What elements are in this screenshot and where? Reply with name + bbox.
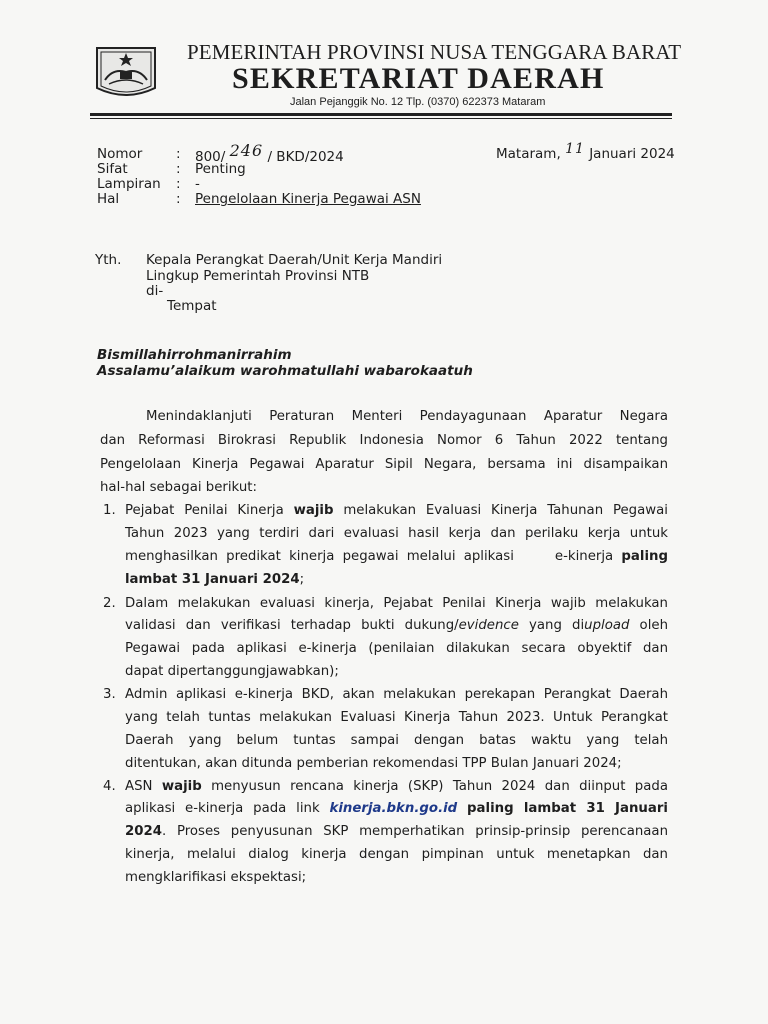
item-1-line-4: lambat 31 Januari 2024; xyxy=(125,572,305,587)
intro-line-2: dan Reformasi Birokrasi Republik Indonesia Nomor 6 Tahun 2022 tentang xyxy=(100,433,668,448)
item-2-line-4: dapat dipertanggungjawabkan); xyxy=(125,664,339,679)
recipient-line-1: Kepala Perangkat Daerah/Unit Kerja Mandiri xyxy=(146,252,443,268)
yth-label: Yth. xyxy=(95,252,122,268)
place-date xyxy=(496,141,675,162)
lampiran-label: Lampiran xyxy=(97,176,161,192)
item-1-number: 1. xyxy=(103,503,116,518)
item-2-number: 2. xyxy=(103,596,116,611)
place-date-prefix: Mataram, xyxy=(496,146,561,162)
item-3-number: 3. xyxy=(103,687,116,702)
intro-line-3: Pengelolaan Kinerja Pegawai Aparatur Sipil Negara, bersama ini disampaikan xyxy=(100,457,668,472)
office-address: Jalan Pejanggik No. 12 Tlp. (0370) 622373 Mataram xyxy=(290,96,546,108)
nomor-suffix: / BKD/2024 xyxy=(267,149,344,165)
hal-label: Hal xyxy=(97,191,120,207)
item-4-line-4: kinerja, melalui dialog kinerja dengan pimpinan untuk menetapkan dan xyxy=(125,847,668,862)
nomor-label: Nomor xyxy=(97,146,143,162)
colon: : xyxy=(176,161,181,177)
recipient-line-2: Lingkup Pemerintah Provinsi NTB xyxy=(146,268,370,284)
item-1-line-2: Tahun 2023 yang terdiri dari evaluasi hasil kerja dan perilaku kerja untuk xyxy=(125,526,668,541)
date-handwritten: 11 xyxy=(565,141,585,157)
item-2-line-3: Pegawai pada aplikasi e-kinerja (penilaian dilakukan secara obyektif dan xyxy=(125,641,668,656)
item-3-line-4: ditentukan, akan ditunda pemberian rekomendasi TPP Bulan Januari 2024; xyxy=(125,756,622,771)
recipient-line-3: di- xyxy=(146,283,164,299)
item-4-line-1: ASN wajib menyusun rencana kinerja (SKP) Tahun 2024 dan diinput pada xyxy=(125,779,668,794)
office-name: SEKRETARIAT DAERAH xyxy=(232,62,605,95)
date-suffix: Januari 2024 xyxy=(589,146,675,162)
recipient-line-4: Tempat xyxy=(167,298,217,314)
nomor-prefix: 800/ xyxy=(195,149,226,165)
item-1-line-3: menghasilkan predikat kinerja pegawai melalui aplikasi e-kinerja paling xyxy=(125,549,668,564)
sifat-label: Sifat xyxy=(97,161,128,177)
lampiran-value: - xyxy=(195,176,200,192)
item-3-line-3: Daerah yang belum tuntas sampai dengan batas waktu yang telah xyxy=(125,733,668,748)
item-4-line-3: 2024. Proses penyusunan SKP memperhatikan prinsip-prinsip perencanaan xyxy=(125,824,668,839)
item-4-number: 4. xyxy=(103,779,116,794)
ntb-province-emblem-icon xyxy=(93,44,159,102)
intro-line-1: Menindaklanjuti Peraturan Menteri Pendayagunaan Aparatur Negara xyxy=(146,409,668,424)
colon: : xyxy=(176,191,181,207)
government-name: PEMERINTAH PROVINSI NUSA TENGGARA BARAT xyxy=(187,40,682,64)
greeting-line-1: Bismillahirrohmanirrahim xyxy=(97,347,292,363)
item-3-line-2: yang telah tuntas melakukan Evaluasi Kinerja Tahun 2023. Untuk Perangkat xyxy=(125,710,668,725)
letterhead-rule-thin xyxy=(90,118,672,119)
sifat-value: Penting xyxy=(195,161,246,177)
item-3-line-1: Admin aplikasi e-kinerja BKD, akan melakukan perekapan Perangkat Daerah xyxy=(125,687,668,702)
letterhead-rule-thick xyxy=(90,113,672,116)
item-2-line-2: validasi dan verifikasi terhadap bukti dukung/evidence yang diupload oleh xyxy=(125,618,668,633)
hal-value: Pengelolaan Kinerja Pegawai ASN xyxy=(195,191,421,207)
item-2-line-1: Dalam melakukan evaluasi kinerja, Pejabat Penilai Kinerja wajib melakukan xyxy=(125,596,668,611)
colon: : xyxy=(176,176,181,192)
item-1-line-1: Pejabat Penilai Kinerja wajib melakukan Evaluasi Kinerja Tahunan Pegawai xyxy=(125,503,668,518)
kinerja-bkn-link[interactable]: kinerja.bkn.go.id xyxy=(329,801,458,816)
nomor-value xyxy=(195,141,344,165)
intro-line-4: hal-hal sebagai berikut: xyxy=(100,480,257,495)
item-4-line-2: aplikasi e-kinerja pada link kinerja.bkn.go.id paling lambat 31 Januari xyxy=(125,801,668,816)
greeting-line-2: Assalamu’alaikum warohmatullahi wabarokaatuh xyxy=(97,363,473,379)
nomor-handwritten: 246 xyxy=(229,141,264,160)
colon: : xyxy=(176,146,181,162)
item-4-line-5: mengklarifikasi ekspektasi; xyxy=(125,870,307,885)
